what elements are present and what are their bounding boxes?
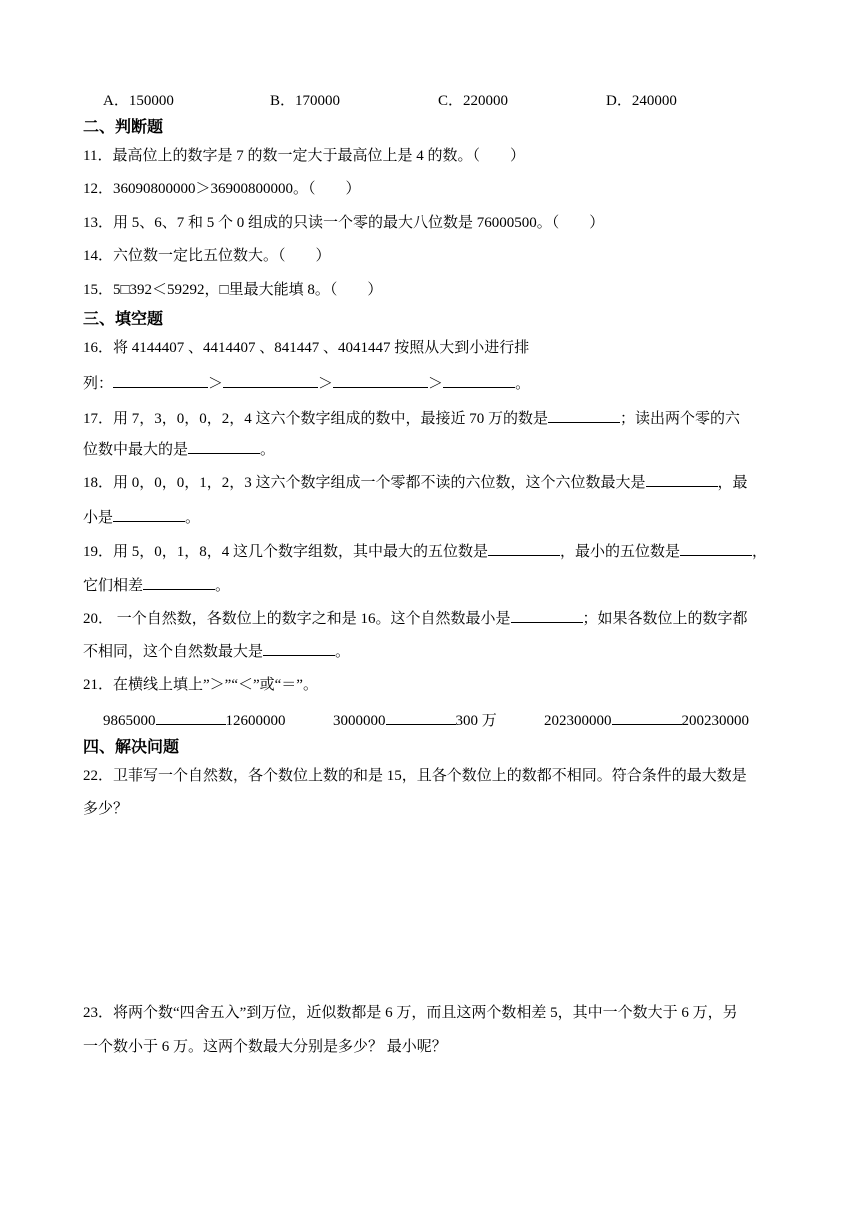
q17-text: 位数中最大的是 xyxy=(83,442,189,458)
answer-blank[interactable] xyxy=(156,709,226,725)
q19-text: 。 xyxy=(215,578,231,594)
q17-text: 。 xyxy=(260,442,276,458)
answer-blank[interactable] xyxy=(223,372,318,388)
answer-blank[interactable] xyxy=(443,372,515,388)
answer-blank[interactable] xyxy=(188,438,260,454)
q19-text: 它们相差 xyxy=(83,578,144,594)
option-b: B．170000 xyxy=(270,93,341,109)
answer-blank[interactable] xyxy=(113,506,185,522)
answer-blank[interactable] xyxy=(548,407,620,423)
question-17-line1 xyxy=(83,407,740,429)
q18-text: 。 xyxy=(185,510,201,526)
q20-text: ；如果各数位上的数字都 xyxy=(582,611,748,627)
option-c: C．220000 xyxy=(438,93,509,109)
question-17-line2 xyxy=(83,438,275,460)
answer-blank[interactable] xyxy=(612,709,682,725)
question-12: 12．36090800000＞36900800000。（ ） xyxy=(83,181,361,197)
compare-right: 300 万 xyxy=(455,713,497,729)
question-22-line1: 22．卫菲写一个自然数，各个数位上数的和是 15，且各个数位上的数都不相同。符合条件的最大数是 xyxy=(83,768,747,784)
compare-left: 202300000 xyxy=(544,713,612,729)
q20-text: 20． 一个自然数，各数位上的数字之和是 16。这个自然数最小是 xyxy=(83,611,511,627)
section-fill-heading: 三、填空题 xyxy=(83,309,164,328)
gt-sign: ＞ xyxy=(428,376,444,392)
question-15: 15．5□392＜59292，□里最大能填 8。（ ） xyxy=(83,282,383,298)
question-19-line1 xyxy=(83,540,767,562)
question-18-line1 xyxy=(83,471,748,493)
gt-sign: ＞ xyxy=(318,376,334,392)
answer-blank[interactable] xyxy=(333,372,428,388)
compare-pair-3 xyxy=(544,709,749,730)
q16-prefix: 列： xyxy=(83,376,114,392)
question-23-line1: 23．将两个数“四舍五入”到万位，近似数都是 6 万，而且这两个数相差 5，其中一个数大于 6 万，另 xyxy=(83,1005,738,1021)
compare-right: 12600000 xyxy=(225,713,286,729)
answer-blank[interactable] xyxy=(511,607,583,623)
question-23-line2: 一个数小于 6 万。这两个数最大分别是多少？ 最小呢？ xyxy=(83,1039,447,1055)
q18-text: ，最 xyxy=(717,475,748,491)
q17-text: ；读出两个零的六 xyxy=(620,411,741,427)
q19-text: ，最小的五位数是 xyxy=(560,544,681,560)
question-13: 13．用 5、6、7 和 5 个 0 组成的只读一个零的最大八位数是 76000500。（ ） xyxy=(83,215,605,231)
question-22-line2: 多少？ xyxy=(83,801,129,817)
answer-blank[interactable] xyxy=(488,540,560,556)
q18-text: 小是 xyxy=(83,510,114,526)
q17-text: 17．用 7，3，0，0，2，4 这六个数字组成的数中，最接近 70 万的数是 xyxy=(83,411,549,427)
option-d: D．240000 xyxy=(606,93,677,109)
q18-text: 18．用 0，0，0，1，2，3 这六个数字组成一个零都不读的六位数，这个六位数最大是 xyxy=(83,475,646,491)
section-solve-heading: 四、解决问题 xyxy=(83,737,180,756)
answer-blank[interactable] xyxy=(680,540,752,556)
answer-blank[interactable] xyxy=(113,372,208,388)
compare-pair-2 xyxy=(333,709,497,730)
q19-text: ， xyxy=(752,544,768,560)
question-19-line2 xyxy=(83,574,230,596)
question-20-line2 xyxy=(83,640,350,662)
answer-blank[interactable] xyxy=(143,574,215,590)
q20-text: 。 xyxy=(335,644,351,660)
answer-blank[interactable] xyxy=(263,640,335,656)
question-18-line2 xyxy=(83,506,200,528)
q16-end: 。 xyxy=(515,376,531,392)
compare-left: 9865000 xyxy=(103,713,156,729)
compare-left: 3000000 xyxy=(333,713,386,729)
question-16-answer-line xyxy=(83,372,530,394)
question-21-text: 21．在横线上填上”＞”“＜”或“＝”。 xyxy=(83,677,318,693)
section-judge-heading: 二、判断题 xyxy=(83,117,164,136)
question-11: 11．最高位上的数字是 7 的数一定大于最高位上是 4 的数。（ ） xyxy=(83,148,525,164)
question-14: 14．六位数一定比五位数大。（ ） xyxy=(83,248,331,264)
question-20-line1 xyxy=(83,607,748,629)
option-a: A．150000 xyxy=(103,93,174,109)
question-16-text: 16．将 4144407 、4414407 、841447 、4041447 按照从大到小进行排 xyxy=(83,340,530,356)
compare-right: 200230000 xyxy=(681,713,749,729)
q20-text: 不相同，这个自然数最大是 xyxy=(83,644,264,660)
q19-text: 19．用 5，0，1，8，4 这几个数字组数，其中最大的五位数是 xyxy=(83,544,489,560)
gt-sign: ＞ xyxy=(208,376,224,392)
answer-blank[interactable] xyxy=(646,471,718,487)
answer-blank[interactable] xyxy=(386,709,456,725)
compare-pair-1 xyxy=(103,709,286,730)
